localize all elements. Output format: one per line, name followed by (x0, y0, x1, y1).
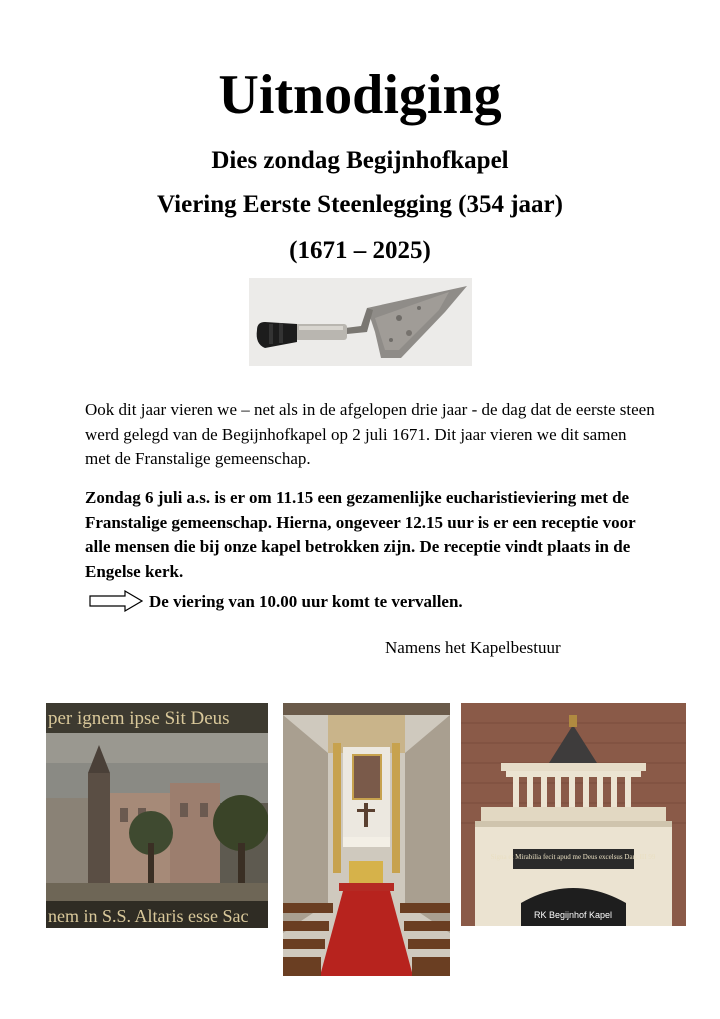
intro-paragraph: Ook dit jaar vieren we – net als in de afgelopen drie jaar - de dag dat de eerste steen werd gelegd van de Begijnhofkapel op 2 juli 1671. Dit jaar vieren we dit samen met de Franstalige gemeenschap. (85, 400, 655, 468)
subtitle-celebration: Viering Eerste Steenlegging (354 jaar) (157, 191, 563, 218)
announcement-paragraph: Zondag 6 juli a.s. is er om 11.15 een gezamenlijke eucharistieviering met de Franstalige gemeenschap. Hierna, ongeveer 12.15 uur is er een receptie voor alle mensen die bij onze kapel betrokken zijn. De receptie vindt plaats in de Engelse kerk. (85, 488, 636, 581)
gate-sign: RK Begijnhof Kapel (533, 910, 613, 920)
signature: Namens het Kapelbestuur (385, 638, 561, 657)
chapel-entrance-photo (461, 703, 686, 926)
painting-top-inscription: per ignem ipse Sit Deus (48, 708, 230, 729)
gate-inscription: Signa et Mirabilia fecit apud me Deus excelsus Dan. III 99 (490, 853, 656, 861)
painting-photo (46, 703, 268, 928)
right-arrow-icon (89, 590, 143, 612)
subtitle-years: (1671 – 2025) (289, 237, 431, 264)
trowel-image (249, 278, 472, 366)
painting-bottom-inscription: nem in S.S. Altaris esse Sac (48, 906, 249, 926)
cancellation-notice: De viering van 10.00 uur komt te vervallen. (149, 592, 463, 611)
subtitle-event: Dies zondag Begijnhofkapel (211, 147, 509, 174)
chapel-interior-photo (283, 703, 450, 976)
page-title: Uitnodiging (218, 64, 502, 126)
